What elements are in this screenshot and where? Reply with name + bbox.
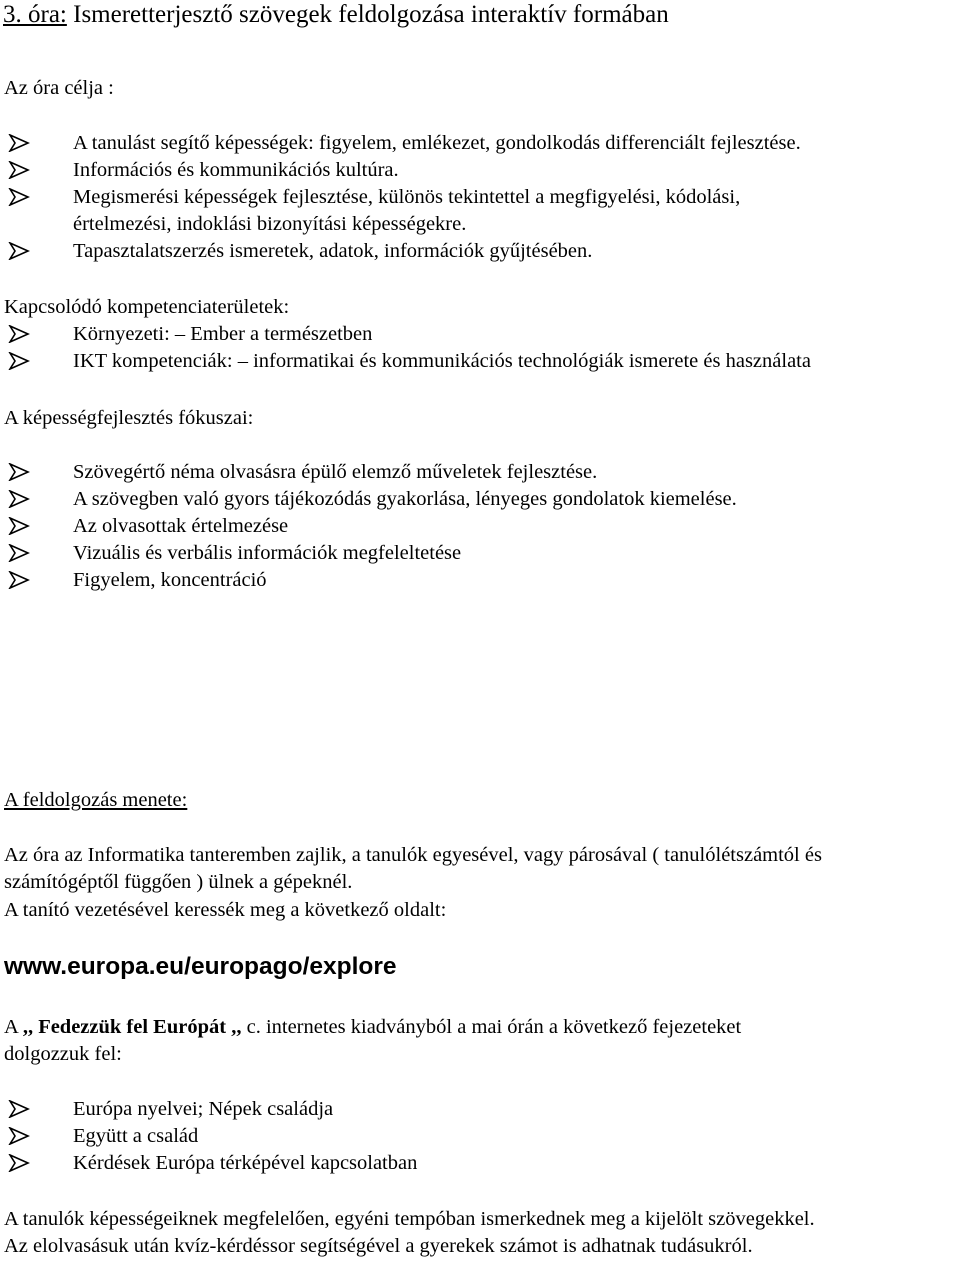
arrowhead-bullet-icon — [8, 1154, 30, 1172]
list-item: Az olvasottak értelmezése — [8, 513, 737, 540]
list-item: Európa nyelvei; Népek családja — [8, 1096, 417, 1123]
page-title — [3, 0, 669, 30]
publication-line: dolgozzuk fel: — [4, 1043, 122, 1065]
website-url: www.europa.eu/europago/explore — [4, 953, 397, 980]
focus-heading: A képességfejlesztés fókuszai: — [4, 407, 254, 429]
arrowhead-bullet-icon — [8, 161, 30, 179]
list-item: Vizuális és verbális információk megfeleltetése — [8, 540, 737, 567]
arrowhead-bullet-icon — [8, 242, 30, 260]
process-heading: A feldolgozás menete: — [4, 789, 188, 811]
list-item: Információs és kommunikációs kultúra. — [8, 157, 801, 184]
list-item: Szövegértő néma olvasásra épülő elemző műveletek fejlesztése. — [8, 459, 737, 486]
publication-title: ,, Fedezzük fel Európát ,, — [22, 1016, 242, 1038]
list-item: Környezeti: – Ember a természetben — [8, 321, 811, 348]
goal-list — [8, 130, 801, 265]
list-item: Figyelem, koncentráció — [8, 567, 737, 594]
arrowhead-bullet-icon — [8, 463, 30, 481]
arrowhead-bullet-icon — [8, 188, 30, 206]
process-instruction: A tanító vezetésével keressék meg a következő oldalt: — [4, 899, 447, 921]
closing-line: A tanulók képességeiknek megfelelően, egyéni tempóban ismerkednek meg a kijelölt szövegekkel. — [4, 1208, 815, 1230]
arrowhead-bullet-icon — [8, 1127, 30, 1145]
arrowhead-bullet-icon — [8, 1100, 30, 1118]
list-item: Kérdések Európa térképével kapcsolatban — [8, 1150, 417, 1177]
list-item: Megismerési képességek fejlesztése, különös tekintettel a megfigyelési, kódolási, értelmezési, indoklási bizonyítási képességekre. — [8, 184, 801, 238]
competences-heading: Kapcsolódó kompetenciaterületek: — [4, 296, 290, 318]
arrowhead-bullet-icon — [8, 517, 30, 535]
list-item: A tanulást segítő képességek: figyelem, emlékezet, gondolkodás differenciált fejlesztése. — [8, 130, 801, 157]
focus-list — [8, 459, 737, 594]
arrowhead-bullet-icon — [8, 490, 30, 508]
goal-heading: Az óra célja : — [4, 77, 114, 99]
list-item: Tapasztalatszerzés ismeretek, adatok, információk gyűjtésében. — [8, 238, 801, 265]
list-item: IKT kompetenciák: – informatikai és kommunikációs technológiák ismerete és használata — [8, 348, 811, 375]
arrowhead-bullet-icon — [8, 544, 30, 562]
list-item: A szövegben való gyors tájékozódás gyakorlása, lényeges gondolatok kiemelése. — [8, 486, 737, 513]
lesson-number: 3. óra: — [3, 1, 67, 28]
chapters-list — [8, 1096, 417, 1177]
arrowhead-bullet-icon — [8, 571, 30, 589]
arrowhead-bullet-icon — [8, 352, 30, 370]
list-item: Együtt a család — [8, 1123, 417, 1150]
lesson-title: Ismeretterjesztő szövegek feldolgozása interaktív formában — [66, 1, 669, 28]
arrowhead-bullet-icon — [8, 325, 30, 343]
process-paragraph-line: Az óra az Informatika tanteremben zajlik, a tanulók egyesével, vagy párosával ( tanulólétszámtól és — [4, 844, 822, 866]
closing-line: Az elolvasásuk után kvíz-kérdéssor segítségével a gyerekek számot is adhatnak tudásukról. — [4, 1235, 753, 1257]
process-paragraph-line: számítógéptől függően ) ülnek a gépeknél. — [4, 871, 353, 893]
competences-list — [8, 321, 811, 375]
publication-line: A ,, Fedezzük fel Európát ,, c. internetes kiadványból a mai órán a következő fejezeteket — [4, 1016, 742, 1038]
arrowhead-bullet-icon — [8, 134, 30, 152]
